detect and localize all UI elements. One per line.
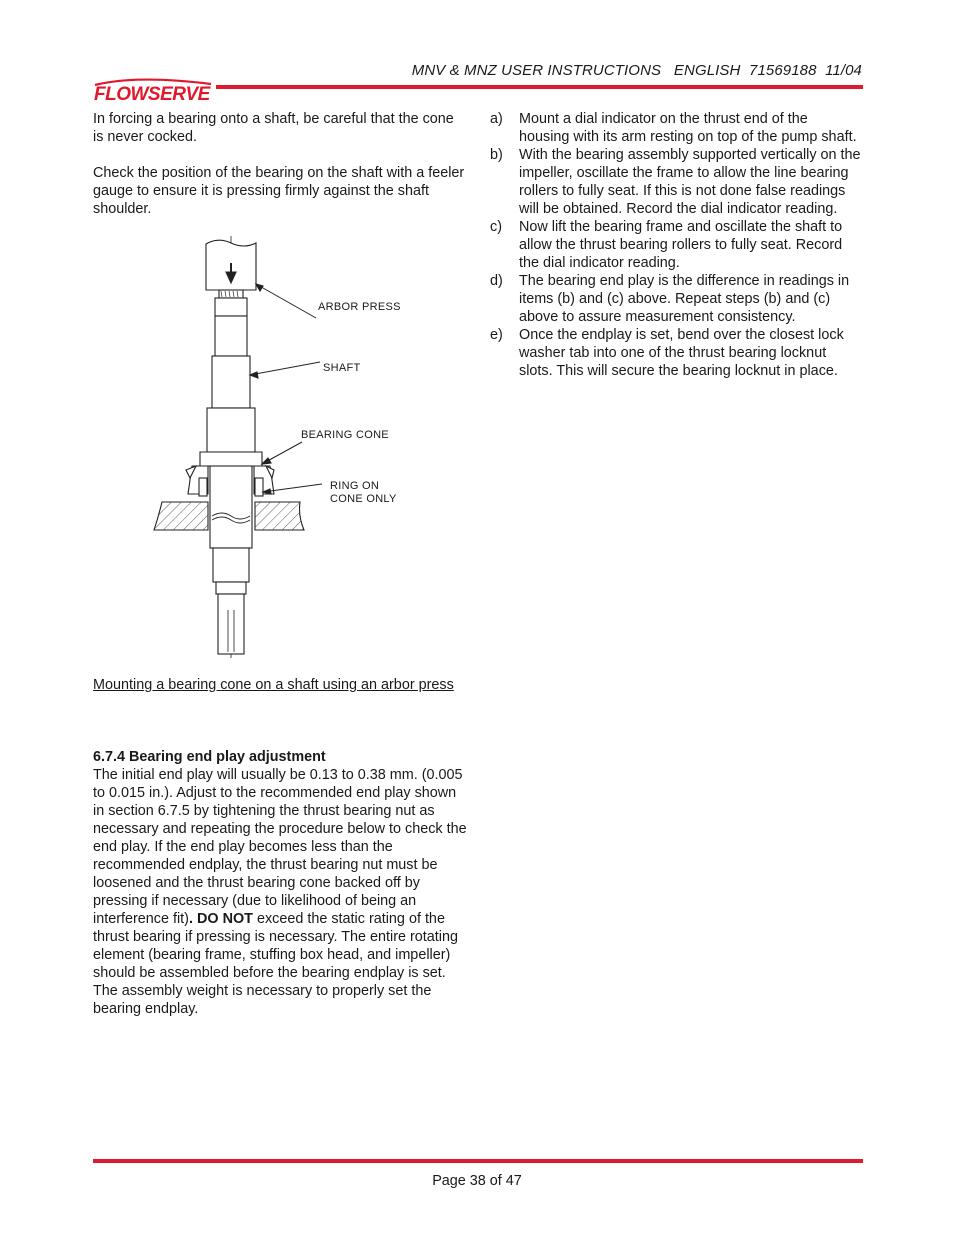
list-item: c) Now lift the bearing frame and oscillate the shaft to allow the thrust bearing rollers to fully seat. Record the dial indicator reading. (490, 219, 843, 271)
section-body: The initial end play will usually be 0.13 to 0.38 mm. (0.005 to 0.015 in.). Adjust to the recommended end play shown in section 6.7.5 by tightening the thrust bearing nut as necessary and repeating the procedure below to check the end play. If the end play becomes less than the recommended endplay, the thrust bearing nut must be loosened and the thrust bearing cone backed off by pressing if necessary (due to likelihood of being an interference fit). DO NOT exceed the static rating of the thrust bearing if pressing is necessary. The entire rotating element (bearing frame, stuffing box head, and impeller) should be assembled before the bearing endplay is set. The assembly weight is necessary to properly set the bearing endplay. (93, 767, 467, 1017)
label-bearing-cone: BEARING CONE (301, 429, 389, 441)
label-ring-line2: CONE ONLY (330, 493, 397, 505)
page-number: Page 38 of 47 (432, 1173, 522, 1189)
emphasis-do-not: DO NOT (196, 911, 253, 927)
footer-rule (93, 1159, 863, 1163)
svg-text:FLOWSERVE: FLOWSERVE (94, 84, 210, 102)
list-item: b) With the bearing assembly supported vertically on the impeller, oscillate the frame to allow the line bearing rollers to fully seat. If this is not done false readings will be obtained. Record the dial indicator reading. (490, 147, 861, 217)
figure-caption: Mounting a bearing cone on a shaft using an arbor press (93, 677, 454, 693)
paragraph-feeler-gauge: Check the position of the bearing on the shaft with a feeler gauge to ensure it is pressing firmly against the shaft shoulder. (93, 165, 465, 217)
flowserve-logo (93, 76, 213, 102)
list-item: e) Once the endplay is set, bend over the closest lock washer tab into one of the thrust bearing locknut slots. This will secure the bearing locknut in place. (490, 327, 844, 379)
label-arbor-press: ARBOR PRESS (318, 301, 401, 313)
paragraph-cocked-warning: In forcing a bearing onto a shaft, be careful that the cone is never cocked. (93, 111, 454, 145)
section-heading: 6.7.4 Bearing end play adjustment (93, 749, 326, 765)
arbor-press-diagram (150, 234, 420, 662)
list-item: a) Mount a dial indicator on the thrust end of the housing with its arm resting on top of the pump shaft. (490, 111, 857, 145)
document-title: MNV & MNZ USER INSTRUCTIONS ENGLISH 71569188 11/04 (411, 62, 862, 79)
label-shaft: SHAFT (323, 362, 361, 374)
procedure-steps (490, 110, 862, 380)
label-ring-line1: RING ON (330, 480, 380, 492)
header-rule (216, 85, 863, 89)
section-end-play (93, 748, 468, 1018)
list-item: d) The bearing end play is the difference in readings in items (b) and (c) above. Repeat steps (b) and (c) above to assure measurement consistency. (490, 273, 850, 325)
